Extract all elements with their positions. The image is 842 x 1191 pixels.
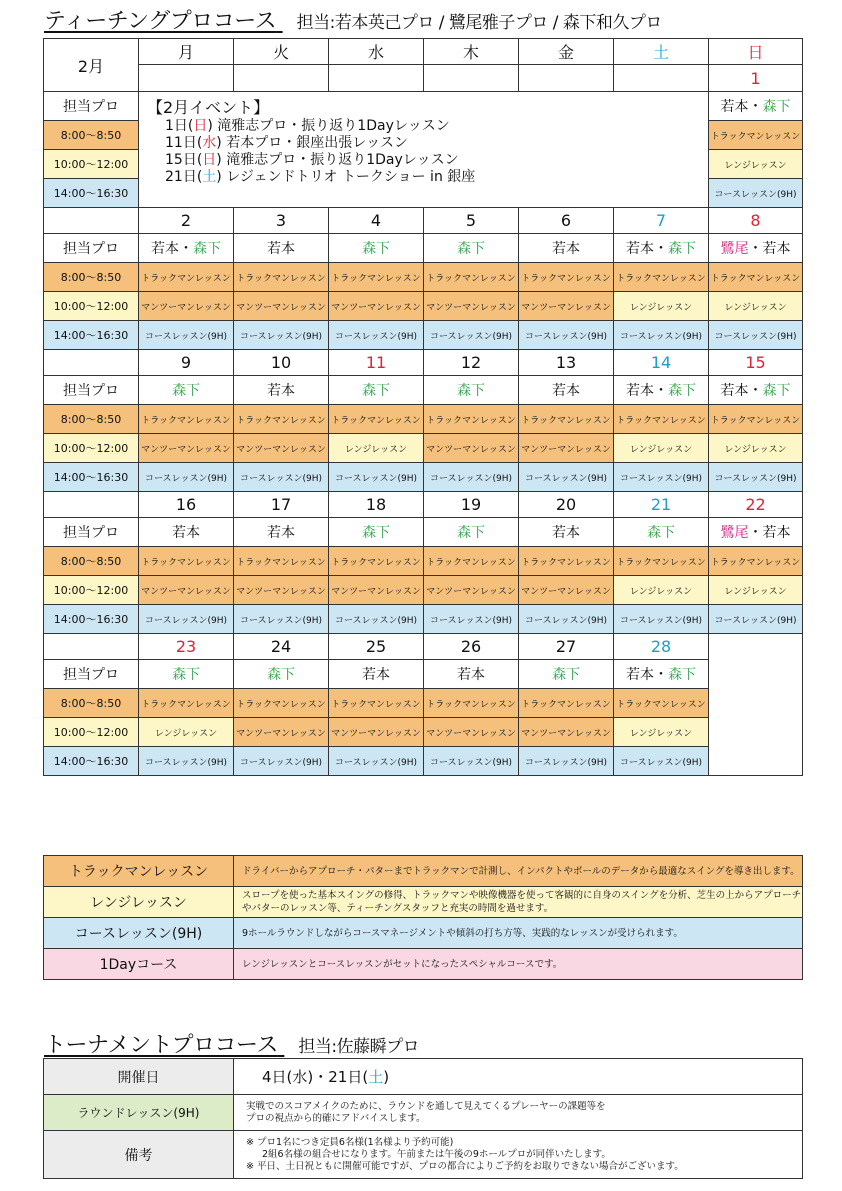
slot-cell: コースレッスン(9H): [424, 321, 519, 350]
pro-name: 若本: [552, 383, 580, 399]
day-number: 13: [519, 350, 614, 376]
pro-name: 森下: [193, 241, 221, 257]
slot-cell: コースレッスン(9H): [139, 463, 234, 492]
day-number: 26: [424, 634, 519, 660]
legend-row: [44, 918, 803, 949]
legend-name: コースレッスン(9H): [44, 918, 234, 949]
slot-cell: トラックマンレッスン: [234, 263, 329, 292]
slot-cell: コースレッスン(9H): [139, 605, 234, 634]
slot-cell: トラックマンレッスン: [329, 689, 424, 718]
weekday-header: 金: [519, 39, 614, 65]
slot-cell: トラックマンレッスン: [424, 405, 519, 434]
note-line: 2組6名様の組合せになります。午前または午後の9ホールプロが同伴いたします。: [262, 1148, 611, 1160]
slot-cell: レンジレッスン: [709, 434, 803, 463]
empty-cell: [44, 350, 139, 376]
legend-desc: 9ホールラウンドしながらコースマネージメントや傾斜の打ち方等、実践的なレッスンが受けられます。: [234, 918, 803, 949]
event-date-close: ): [216, 135, 227, 151]
day-number: 1: [709, 65, 803, 92]
slot2-label: 10:00～12:00: [44, 434, 139, 463]
pro-name: 森下: [362, 525, 390, 541]
legend-desc: レンジレッスンとコースレッスンがセットになったスペシャルコースです。: [234, 949, 803, 980]
pro-cell: [234, 234, 329, 263]
pro-name: 森下: [457, 383, 485, 399]
slot-cell: コースレッスン(9H): [329, 605, 424, 634]
slot-cell: レンジレッスン: [329, 434, 424, 463]
event-date: 11日(: [165, 135, 203, 151]
pro-name: 森下: [668, 667, 696, 683]
tournament-course-staff: 担当:佐藤瞬プロ: [298, 1037, 420, 1057]
round-desc-line: プロの視点から的確にアドバイスします。: [246, 1112, 426, 1124]
slot-cell: コースレッスン(9H): [519, 747, 614, 776]
event-text: 滝雅志プロ・振り返り1Dayレッスン: [226, 152, 459, 168]
slot-cell: コースレッスン(9H): [709, 463, 803, 492]
day-number: 9: [139, 350, 234, 376]
slot-cell: トラックマンレッスン: [234, 689, 329, 718]
tournament-table: [43, 1058, 803, 1179]
slot-cell: トラックマンレッスン: [424, 263, 519, 292]
day-number: 11: [329, 350, 424, 376]
day-number: 28: [614, 634, 709, 660]
event-date: 21日(: [165, 169, 203, 185]
pro-cell: [329, 660, 424, 689]
day-number: 6: [519, 208, 614, 234]
slot-cell: マンツーマンレッスン: [424, 718, 519, 747]
slot3-label: 14:00～16:30: [44, 463, 139, 492]
slot-cell: マンツーマンレッスン: [139, 576, 234, 605]
round-lesson-label: ラウンドレッスン(9H): [44, 1095, 234, 1131]
slot-cell: コースレッスン(9H): [614, 463, 709, 492]
slot-cell: マンツーマンレッスン: [424, 434, 519, 463]
slot-cell: トラックマンレッスン: [519, 547, 614, 576]
slot-cell: コースレッスン(9H): [329, 747, 424, 776]
pro-cell: [234, 518, 329, 547]
empty-cell: [44, 634, 139, 660]
slot-cell: トラックマンレッスン: [614, 689, 709, 718]
slot-cell: トラックマンレッスン: [709, 121, 803, 150]
slot-cell: トラックマンレッスン: [519, 405, 614, 434]
event-item: [147, 169, 708, 186]
pro-name: 森下: [172, 383, 200, 399]
events-title: 【2月イベント】: [147, 98, 270, 117]
slot-cell: コースレッスン(9H): [139, 747, 234, 776]
pro-name: 若本: [267, 525, 295, 541]
pro-name: 森下: [668, 383, 696, 399]
day-number: 18: [329, 492, 424, 518]
slot1-label: 8:00～8:50: [44, 547, 139, 576]
day-number: 8: [709, 208, 803, 234]
pro-cell: [709, 376, 803, 405]
note-label: 備考: [44, 1131, 234, 1179]
pro-cell: [614, 518, 709, 547]
slot-cell: トラックマンレッスン: [614, 405, 709, 434]
pro-cell: [234, 376, 329, 405]
slot-cell: トラックマンレッスン: [519, 689, 614, 718]
event-date-close: ): [216, 152, 227, 168]
slot-cell: トラックマンレッスン: [614, 547, 709, 576]
pro-name: 森下: [552, 667, 580, 683]
pro-cell: [139, 518, 234, 547]
event-item: [147, 135, 708, 152]
slot-cell: コースレッスン(9H): [519, 321, 614, 350]
slot3-label: 14:00～16:30: [44, 321, 139, 350]
empty-cell: [139, 65, 234, 92]
empty-cell: [44, 208, 139, 234]
pro-cell: [139, 660, 234, 689]
slot1-label: 8:00～8:50: [44, 405, 139, 434]
slot-cell: コースレッスン(9H): [519, 463, 614, 492]
event-dow: 日: [202, 152, 217, 168]
slot-cell: コースレッスン(9H): [709, 605, 803, 634]
empty-cell: [44, 492, 139, 518]
slot-cell: マンツーマンレッスン: [234, 576, 329, 605]
slot-cell: マンツーマンレッスン: [329, 576, 424, 605]
day-number: 17: [234, 492, 329, 518]
date-label: 開催日: [44, 1059, 234, 1095]
pro-name: 森下: [172, 667, 200, 683]
pro-cell: [614, 660, 709, 689]
slot1-label: 8:00～8:50: [44, 121, 139, 150]
slot-cell: レンジレッスン: [709, 576, 803, 605]
pro-label: 担当プロ: [44, 518, 139, 547]
slot3-label: 14:00～16:30: [44, 605, 139, 634]
day-number: 23: [139, 634, 234, 660]
event-date-close: ): [216, 169, 227, 185]
pro-cell: [424, 660, 519, 689]
legend-name: レンジレッスン: [44, 887, 234, 918]
pro-name: 森下: [362, 383, 390, 399]
slot-cell: マンツーマンレッスン: [519, 576, 614, 605]
slot-cell: マンツーマンレッスン: [139, 292, 234, 321]
pro-name: 若本・: [151, 241, 193, 257]
slot-cell: コースレッスン(9H): [709, 179, 803, 208]
legend-table: [43, 855, 803, 980]
slot-cell: トラックマンレッスン: [424, 547, 519, 576]
slot-cell: トラックマンレッスン: [519, 263, 614, 292]
day-number: 21: [614, 492, 709, 518]
slot-cell: マンツーマンレッスン: [139, 434, 234, 463]
slot-cell: マンツーマンレッスン: [424, 292, 519, 321]
teaching-course-staff: 担当:若本英己プロ / 鷺尾雅子プロ / 森下和久プロ: [296, 13, 662, 33]
slot3-label: 14:00～16:30: [44, 179, 139, 208]
slot-cell: マンツーマンレッスン: [519, 292, 614, 321]
slot-cell: トラックマンレッスン: [614, 263, 709, 292]
slot-cell: マンツーマンレッスン: [329, 292, 424, 321]
slot-cell: マンツーマンレッスン: [234, 434, 329, 463]
legend-row: [44, 856, 803, 887]
slot-cell: マンツーマンレッスン: [234, 718, 329, 747]
pro-name: 若本・: [626, 241, 668, 257]
pro-label: 担当プロ: [44, 660, 139, 689]
slot-cell: レンジレッスン: [709, 150, 803, 179]
slot3-label: 14:00～16:30: [44, 747, 139, 776]
day-number: 7: [614, 208, 709, 234]
slot-cell: コースレッスン(9H): [424, 463, 519, 492]
event-text: レジェンドトリオ トークショー in 銀座: [226, 169, 476, 185]
slot-cell: コースレッスン(9H): [614, 747, 709, 776]
teaching-course-name: ティーチングプロコース: [44, 9, 277, 34]
empty-cell: [709, 634, 803, 776]
weekday-header: 月: [139, 39, 234, 65]
slot1-label: 8:00～8:50: [44, 263, 139, 292]
pro-name: 鷺尾: [720, 241, 749, 257]
day-number: 4: [329, 208, 424, 234]
legend-name: 1Dayコース: [44, 949, 234, 980]
slot-cell: マンツーマンレッスン: [424, 576, 519, 605]
pro-cell: [424, 234, 519, 263]
pro-cell: [424, 518, 519, 547]
pro-cell: [424, 376, 519, 405]
day-number: 15: [709, 350, 803, 376]
round-desc-line: 実戦でのスコアメイクのために、ラウンドを通して見えてくるプレーヤーの課題等を: [246, 1100, 606, 1112]
event-text: 若本プロ・銀座出張レッスン: [226, 135, 409, 151]
pro-cell: [614, 376, 709, 405]
slot-cell: トラックマンレッスン: [709, 263, 803, 292]
slot-cell: コースレッスン(9H): [329, 463, 424, 492]
legend-row: [44, 887, 803, 918]
slot-cell: トラックマンレッスン: [709, 405, 803, 434]
event-dow: 土: [202, 169, 217, 185]
pro-name: 森下: [762, 99, 791, 115]
day-number: 20: [519, 492, 614, 518]
slot2-label: 10:00～12:00: [44, 150, 139, 179]
pro-label: 担当プロ: [44, 92, 139, 121]
pro-cell: [234, 660, 329, 689]
event-date: 15日(: [165, 152, 203, 168]
pro-label: 担当プロ: [44, 376, 139, 405]
slot-cell: レンジレッスン: [614, 292, 709, 321]
date-value-text: 4日(水)・21日(: [262, 1068, 369, 1086]
weekday-header: 水: [329, 39, 424, 65]
slot-cell: レンジレッスン: [139, 718, 234, 747]
pro-name: 森下: [267, 667, 295, 683]
slot-cell: コースレッスン(9H): [329, 321, 424, 350]
pro-name: 森下: [457, 525, 485, 541]
pro-cell: [329, 234, 424, 263]
pro-cell: [139, 234, 234, 263]
pro-cell: [519, 518, 614, 547]
legend-desc: ドライバーからアプローチ・パターまでトラックマンで計測し、インパクトやボールのデータから最適なスイングを導き出します。: [234, 856, 803, 887]
slot-cell: トラックマンレッスン: [139, 547, 234, 576]
slot-cell: コースレッスン(9H): [139, 321, 234, 350]
weekday-header: 火: [234, 39, 329, 65]
slot-cell: トラックマンレッスン: [139, 689, 234, 718]
tournament-course-name: トーナメントプロコース: [44, 1033, 278, 1058]
empty-cell: [424, 65, 519, 92]
pro-name: 若本・: [626, 667, 668, 683]
slot-cell: コースレッスン(9H): [424, 747, 519, 776]
slot-cell: トラックマンレッスン: [329, 263, 424, 292]
pro-cell: [709, 518, 803, 547]
slot-cell: トラックマンレッスン: [329, 547, 424, 576]
slot-cell: マンツーマンレッスン: [519, 718, 614, 747]
pro-name: 若本・: [720, 383, 763, 399]
event-dow: 水: [202, 135, 217, 151]
pro-name: 森下: [457, 241, 485, 257]
slot-cell: レンジレッスン: [614, 718, 709, 747]
pro-name: ・若本: [748, 525, 791, 541]
day-number: 22: [709, 492, 803, 518]
slot-cell: トラックマンレッスン: [234, 405, 329, 434]
pro-cell: [519, 660, 614, 689]
slot-cell: マンツーマンレッスン: [519, 434, 614, 463]
weekday-header: 土: [614, 39, 709, 65]
slot-cell: コースレッスン(9H): [614, 605, 709, 634]
slot-cell: コースレッスン(9H): [424, 605, 519, 634]
slot-cell: コースレッスン(9H): [234, 747, 329, 776]
day-number: 5: [424, 208, 519, 234]
events-list: [147, 118, 708, 186]
pro-name: 若本・: [720, 99, 763, 115]
slot-cell: コースレッスン(9H): [234, 605, 329, 634]
slot-cell: レンジレッスン: [709, 292, 803, 321]
date-value: [234, 1059, 803, 1095]
pro-cell: [614, 234, 709, 263]
date-value-close: ): [383, 1068, 390, 1086]
weekday-header: 木: [424, 39, 519, 65]
slot-cell: マンツーマンレッスン: [329, 718, 424, 747]
note-desc: [234, 1131, 803, 1179]
event-text: 滝雅志プロ・振り返り1Dayレッスン: [217, 118, 450, 134]
pro-cell: [709, 92, 803, 121]
slot2-label: 10:00～12:00: [44, 292, 139, 321]
teaching-course-title: [44, 4, 662, 35]
slot-cell: トラックマンレッスン: [329, 405, 424, 434]
round-lesson-desc: [234, 1095, 803, 1131]
slot-cell: コースレッスン(9H): [519, 605, 614, 634]
legend-name: トラックマンレッスン: [44, 856, 234, 887]
day-number: 3: [234, 208, 329, 234]
day-number: 25: [329, 634, 424, 660]
slot-cell: トラックマンレッスン: [234, 547, 329, 576]
pro-cell: [329, 376, 424, 405]
pro-cell: [329, 518, 424, 547]
slot1-label: 8:00～8:50: [44, 689, 139, 718]
day-number: 12: [424, 350, 519, 376]
pro-name: 森下: [668, 241, 696, 257]
pro-name: 鷺尾: [720, 525, 749, 541]
pro-name: 若本: [362, 667, 390, 683]
empty-cell: [234, 65, 329, 92]
slot-cell: トラックマンレッスン: [424, 689, 519, 718]
day-number: 16: [139, 492, 234, 518]
day-number: 24: [234, 634, 329, 660]
pro-name: 森下: [762, 383, 791, 399]
slot-cell: コースレッスン(9H): [709, 321, 803, 350]
slot2-label: 10:00～12:00: [44, 718, 139, 747]
day-number: 10: [234, 350, 329, 376]
tournament-course-title: [44, 1028, 419, 1059]
pro-cell: [139, 376, 234, 405]
pro-name: 若本: [552, 241, 580, 257]
slot-cell: トラックマンレッスン: [139, 405, 234, 434]
event-dow: 日: [193, 118, 208, 134]
slot-cell: コースレッスン(9H): [234, 321, 329, 350]
pro-cell: [519, 234, 614, 263]
pro-name: 若本・: [626, 383, 668, 399]
date-value-sat: 土: [368, 1068, 384, 1086]
day-number: 14: [614, 350, 709, 376]
empty-cell: [614, 65, 709, 92]
slot-cell: レンジレッスン: [614, 434, 709, 463]
empty-cell: [519, 65, 614, 92]
slot-cell: トラックマンレッスン: [139, 263, 234, 292]
note-line: ※ プロ1名につき定員6名様(1名様より予約可能): [246, 1136, 454, 1148]
slot-cell: コースレッスン(9H): [614, 321, 709, 350]
slot2-label: 10:00～12:00: [44, 576, 139, 605]
pro-name: 若本: [267, 383, 295, 399]
slot-cell: コースレッスン(9H): [234, 463, 329, 492]
month-label: 2月: [44, 39, 139, 92]
note-line: ※ 平日、土日祝ともに開催可能ですが、プロの都合によりご予約をお取りできない場合がございます。: [246, 1160, 684, 1172]
slot-cell: マンツーマンレッスン: [234, 292, 329, 321]
day-number: 19: [424, 492, 519, 518]
event-item: [147, 118, 708, 135]
pro-name: 若本: [267, 241, 295, 257]
event-item: [147, 152, 708, 169]
legend-row: [44, 949, 803, 980]
slot-cell: トラックマンレッスン: [709, 547, 803, 576]
pro-name: 若本: [172, 525, 200, 541]
pro-name: ・若本: [748, 241, 791, 257]
pro-name: 森下: [647, 525, 675, 541]
day-number: 27: [519, 634, 614, 660]
pro-name: 森下: [362, 241, 390, 257]
event-date: 1日(: [165, 118, 194, 134]
schedule-table: [43, 38, 803, 776]
day-number: 2: [139, 208, 234, 234]
pro-name: 若本: [552, 525, 580, 541]
slot-cell: レンジレッスン: [614, 576, 709, 605]
pro-name: 若本: [457, 667, 485, 683]
empty-cell: [329, 65, 424, 92]
events-box: [139, 92, 709, 208]
weekday-header: 日: [709, 39, 803, 65]
event-date-close: ): [207, 118, 218, 134]
pro-label: 担当プロ: [44, 234, 139, 263]
pro-cell: [519, 376, 614, 405]
pro-cell: [709, 234, 803, 263]
legend-desc: スロープを使った基本スイングの修得、トラックマンや映像機器を使って客観的に自身のスイングを分析、芝生の上からアプローチやパターのレッスン等、ティーチングスタッフと充実の時間を過せます。: [234, 887, 803, 918]
